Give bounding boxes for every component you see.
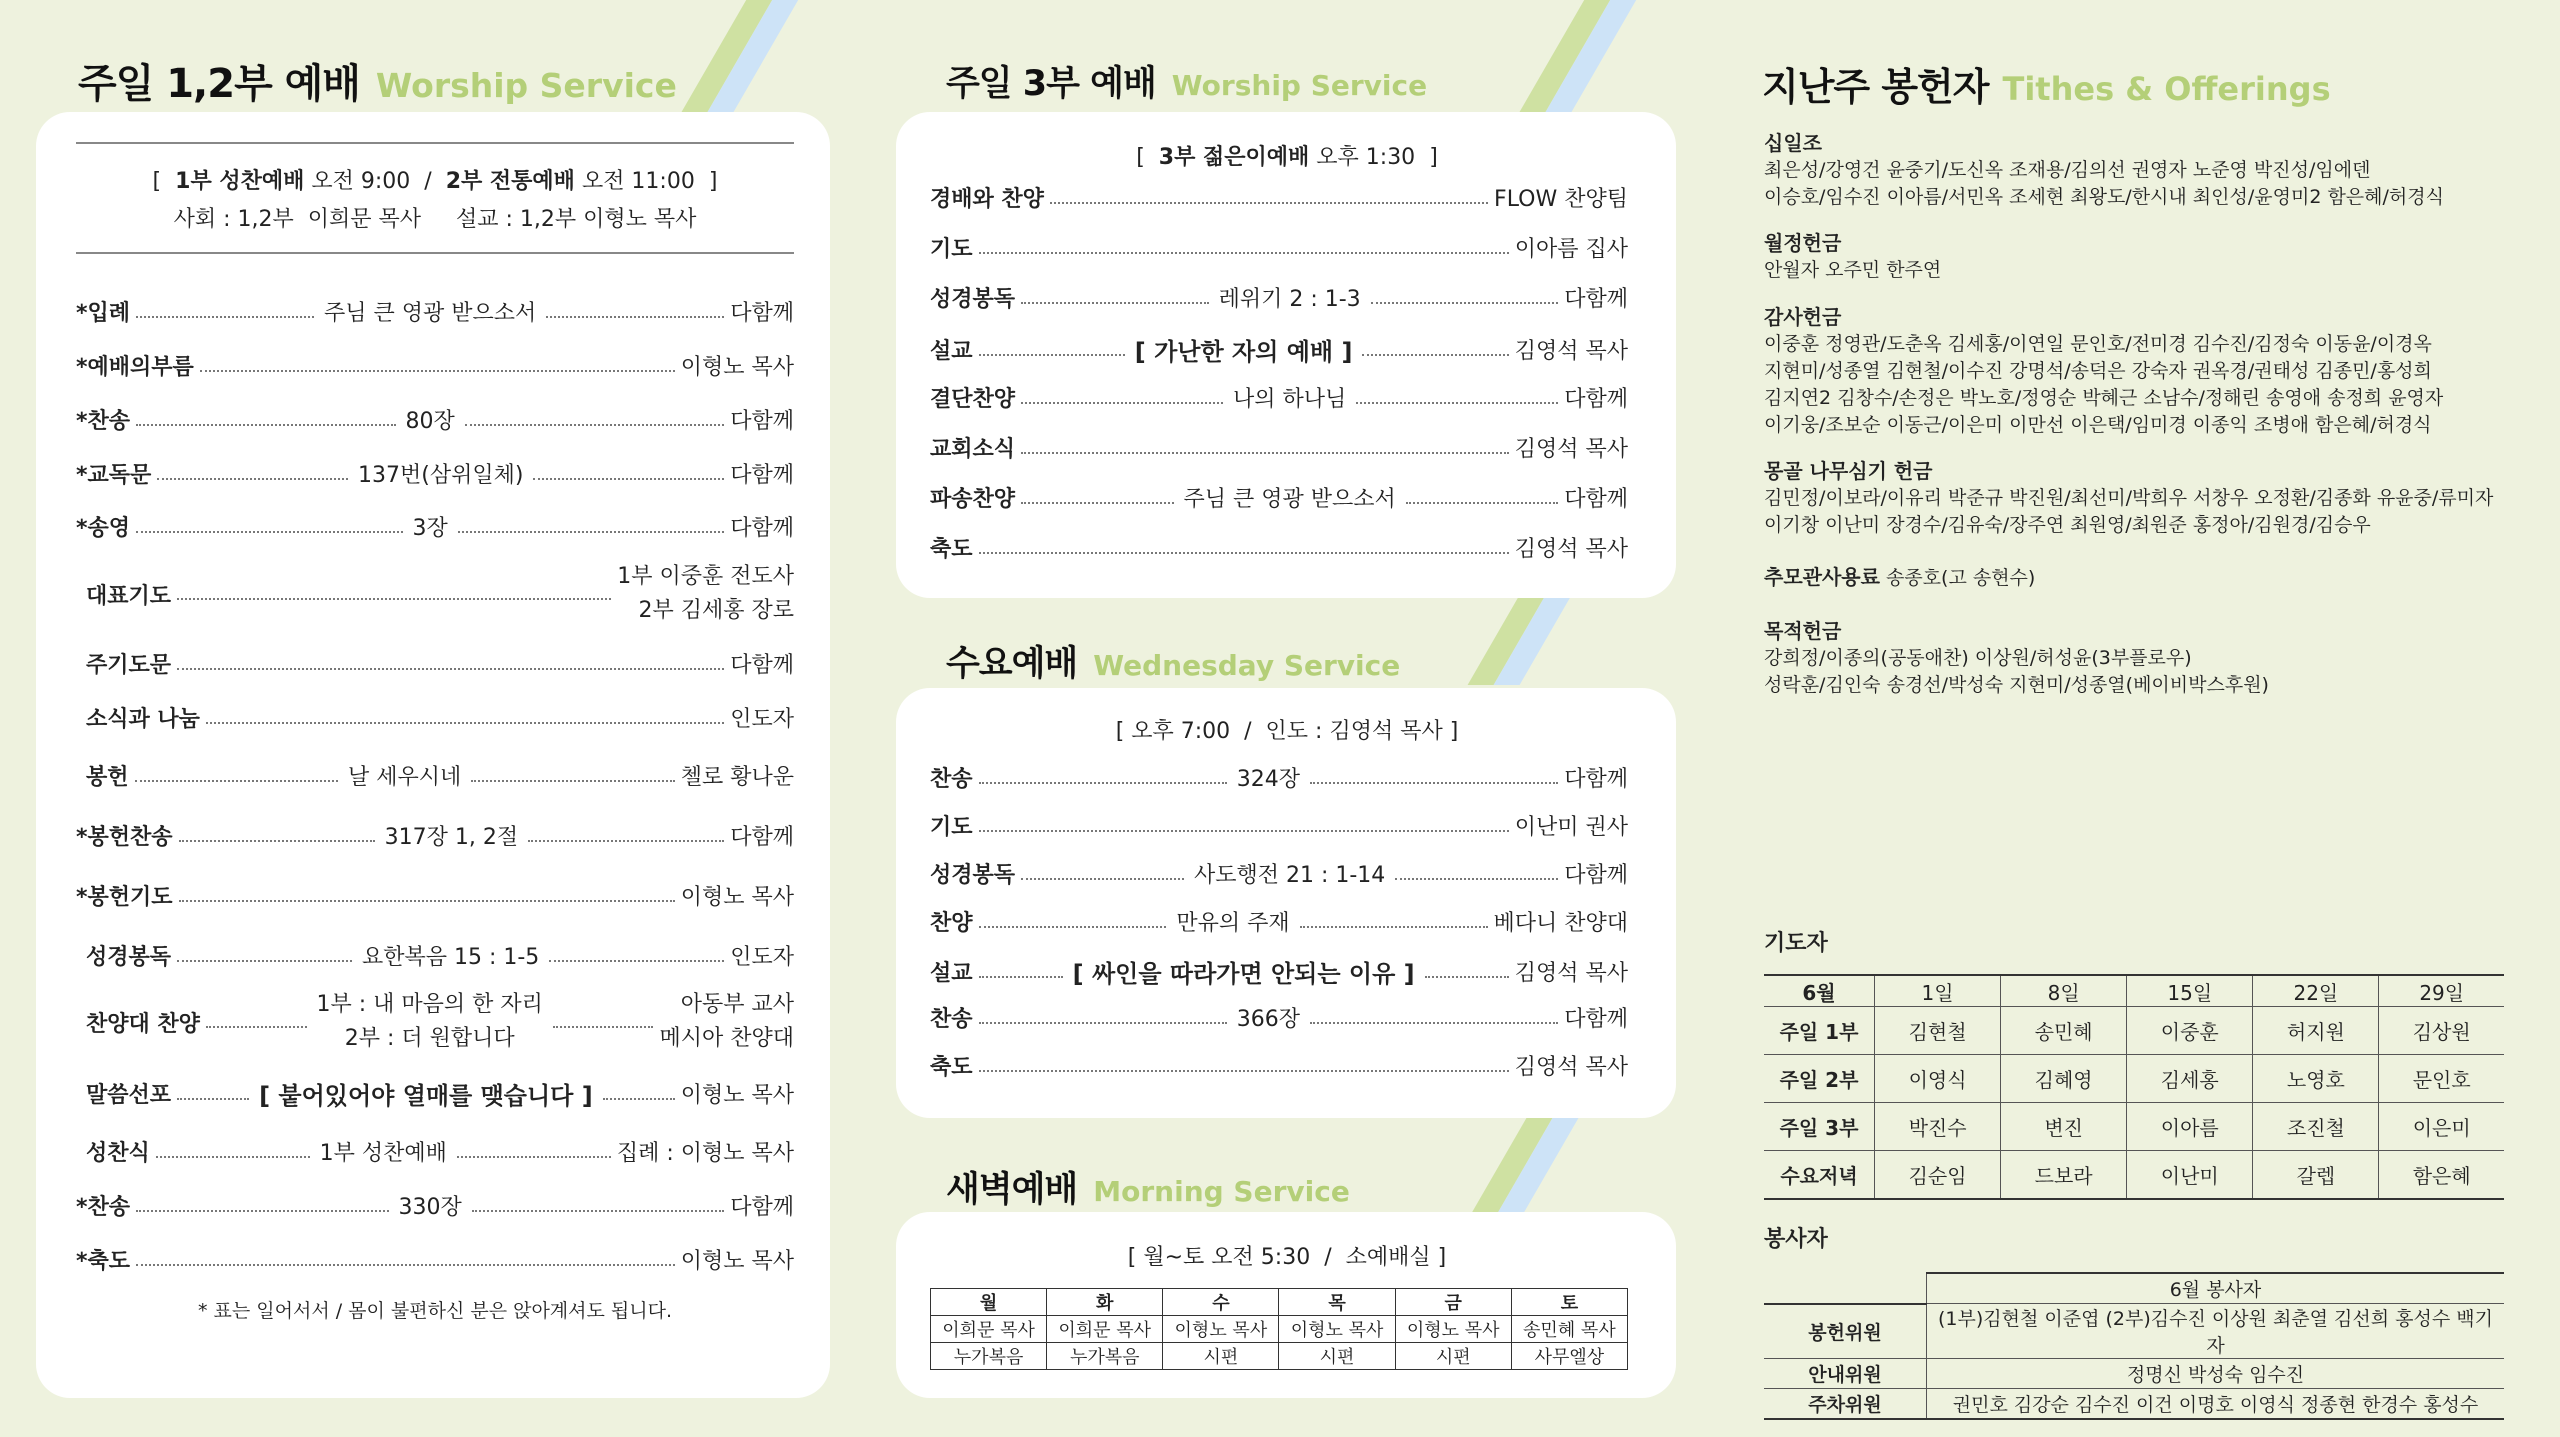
name-cell: 이아름: [2127, 1103, 2253, 1151]
texts-row: [931, 1343, 1628, 1370]
item-leader: 다함께: [1564, 767, 1628, 792]
order-item: [76, 1076, 794, 1111]
volunteers-header: 6월 봉사자: [1927, 1273, 2505, 1304]
date-cell: 1일: [1875, 975, 2001, 1007]
item-detail: 366장: [1236, 1007, 1300, 1032]
text-cell: 누가복음: [1047, 1343, 1163, 1370]
sunday12-leaders: 사회 : 1,2부 이희문 목사 설교 : 1,2부 이형노 목사: [173, 207, 697, 232]
item-label: 찬송: [930, 767, 973, 792]
order-item: [930, 232, 1628, 263]
service2-name: 2부 전통예배: [445, 169, 575, 194]
sermon-title: [ 싸인을 따라가면 안되는 이유 ]: [1072, 960, 1415, 988]
tithe-line: 최은성/강영건 윤중기/도신옥 조재용/김의선 권영자 노준영 박진성/임에덴: [1764, 159, 2371, 181]
name-cell: 김순임: [1875, 1151, 2001, 1200]
item-label: 찬송: [930, 1007, 973, 1032]
day-header: 수: [1163, 1289, 1279, 1316]
leader-cell: 이형노 목사: [1395, 1316, 1511, 1343]
order-item: [76, 1136, 794, 1167]
item-label: 찬양: [930, 911, 973, 936]
dawn-title-en: Morning Service: [1093, 1175, 1350, 1208]
order-item: [76, 404, 794, 435]
prayer-row: [1764, 1151, 2504, 1200]
item-leader: 다함께: [1564, 387, 1629, 412]
memorial-text: 송종호(고 송현수): [1885, 567, 2036, 589]
order-item: [930, 432, 1628, 463]
monthly-line: 안월자 오주민 한주연: [1764, 259, 1942, 281]
order-item: [930, 282, 1628, 313]
name-cell: 김현철: [1875, 1007, 2001, 1055]
item-leader: 다함께: [730, 516, 794, 541]
thanks-line: 이중훈 정영관/도춘옥 김세홍/이연일 문인호/전미경 김수진/김정숙 이동윤/이경옥: [1764, 333, 2432, 355]
item-leader: 다함께: [730, 825, 795, 850]
item-label: 성찬식: [86, 1141, 150, 1166]
order-item: [76, 511, 794, 542]
item-label: *찬송: [76, 409, 131, 434]
name-cell: 함은혜: [2412, 1164, 2471, 1188]
item-detail: 주님 큰 영광 받으소서: [324, 301, 537, 326]
names-cell: 권민호 김강순 김수진 이건 이명호 이영식 정종현 한경수 홍성수: [1927, 1389, 2505, 1420]
item-leader: 이난미 권사: [1514, 815, 1628, 840]
order-item: [930, 1002, 1628, 1033]
detail-line-1: 1부 : 내 마음의 한 자리: [316, 992, 543, 1017]
date-cell: 29일: [2379, 975, 2504, 1007]
service-cell: 주일 1부: [1764, 1007, 1875, 1055]
order-item: [930, 858, 1628, 889]
name-cell: 조진철: [2253, 1103, 2379, 1151]
order-item: [930, 1050, 1628, 1081]
service3-time: 오후 1:30: [1316, 145, 1416, 170]
days-row: [931, 1289, 1628, 1316]
item-label: *봉헌기도: [76, 885, 173, 910]
prayers-title: 기도자: [1764, 931, 1828, 956]
item-leader: 다함께: [730, 463, 795, 488]
tithe-line: 이승호/임수진 이아름/서민옥 조세현 최왕도/한시내 최인성/윤영미2 함은혜/허경식: [1764, 186, 2444, 208]
name-cell: 김세홍: [2127, 1055, 2253, 1103]
item-label: 주기도문: [86, 653, 172, 678]
leaders-row: [931, 1316, 1628, 1343]
purpose-heading: 목적헌금: [1764, 619, 1842, 643]
name-cell: 허지원: [2253, 1007, 2379, 1055]
name-cell: 드보라: [2001, 1151, 2127, 1200]
thanks-line: 김지연2 김창수/손정은 박노호/정영순 박혜근 소남수/정해린 송영애 송정희 윤영자: [1764, 387, 2444, 409]
tithe-block: [1764, 130, 2444, 211]
text-cell: 시편: [1279, 1343, 1395, 1370]
order-item: [76, 648, 794, 679]
item-leader: 김영석 목사: [1514, 339, 1628, 364]
item-label: *입례: [76, 301, 131, 326]
service1-name: 1부 성찬예배: [175, 169, 305, 194]
service2-time: 오전 11:00: [581, 169, 695, 194]
purpose-line: 성락훈/김인숙 송경선/박성숙 지현미/성종열(베이비박스후원): [1764, 674, 2269, 696]
sunday12-title-ko: 주일 1,2부 예배: [78, 61, 360, 107]
bracket-open: [: [152, 169, 162, 194]
text-cell: 사무엘상: [1511, 1343, 1627, 1370]
divider: [76, 142, 794, 144]
separator: /: [424, 169, 432, 194]
service-cell: 수요저녁: [1764, 1151, 1875, 1200]
item-label: 말씀선포: [86, 1083, 172, 1108]
leader-line-2: 메시아 찬양대: [659, 1026, 794, 1051]
day-header: 토: [1511, 1289, 1627, 1316]
prayer-row: [1764, 1007, 2504, 1055]
item-leader-multi: [659, 988, 794, 1056]
detail-line-2: 2부 : 더 원합니다: [344, 1026, 515, 1051]
item-label: 기도: [930, 815, 973, 840]
sunday12-title: [78, 52, 677, 109]
thanks-heading: 감사헌금: [1764, 305, 1842, 329]
item-leader: 이형노 목사: [680, 1249, 794, 1274]
item-leader: 이형노 목사: [680, 355, 794, 380]
name-cell: 문인호: [2379, 1055, 2504, 1103]
purpose-line: 강희정/이종의(공동애찬) 이상원/허성윤(3부플로우): [1764, 647, 2192, 669]
thanks-line: 이기웅/조보순 이동근/이은미 이만선 이은택/임미경 이종익 조병애 함은혜/허경식: [1764, 414, 2432, 436]
date-cell: 8일: [2001, 975, 2127, 1007]
volunteers-header-row: [1764, 1273, 2504, 1304]
item-leader: 김영석 목사: [1514, 1055, 1628, 1080]
monthly-block: [1764, 230, 1941, 284]
day-header: 화: [1047, 1289, 1163, 1316]
item-label: *찬송: [76, 1195, 131, 1220]
item-label: 대표기도: [86, 583, 172, 609]
text-cell: 누가복음: [931, 1343, 1047, 1370]
item-leader: 다함께: [1564, 1007, 1628, 1032]
item-leader: 다함께: [730, 1195, 794, 1220]
item-leader: 이형노 목사: [680, 885, 794, 910]
date-cell: 15일: [2127, 975, 2253, 1007]
name-cell: 김상원: [2379, 1007, 2504, 1055]
item-label: 결단찬양: [930, 387, 1016, 412]
order-item: [76, 702, 794, 733]
order-item: [76, 296, 794, 327]
item-label: 찬양대 찬양: [86, 1011, 200, 1037]
name-cell: 김혜영: [2001, 1055, 2127, 1103]
item-leader: 집례 : 이형노 목사: [616, 1141, 794, 1166]
names-cell: (1부)김현철 이준엽 (2부)김수진 이상원 최춘열 김선희 홍성수 백기자: [1927, 1304, 2505, 1359]
name-cell: 노영호: [2253, 1055, 2379, 1103]
item-detail: 330장: [398, 1195, 462, 1220]
item-detail: 나의 하나님: [1233, 387, 1347, 412]
item-label: *봉헌찬송: [76, 825, 173, 850]
item-detail: 3장: [412, 516, 448, 541]
leader-line-2: 2부 김세홍 장로: [638, 598, 794, 623]
purpose-block: [1764, 618, 2269, 699]
item-leader: 김영석 목사: [1514, 537, 1628, 562]
sunday12-service-times: [76, 164, 794, 195]
service-cell: 주일 2부: [1764, 1055, 1875, 1103]
item-detail: 주님 큰 영광 받으소서: [1183, 487, 1396, 512]
role-cell: 안내위원: [1764, 1359, 1927, 1389]
item-leader: 다함께: [1564, 287, 1629, 312]
offerings-title-en: Tithes & Offerings: [2002, 70, 2331, 108]
order-item: [930, 482, 1628, 513]
order-item: [76, 1244, 794, 1275]
divider: [76, 252, 794, 254]
wednesday-title: [946, 636, 1400, 686]
volunteer-row: [1764, 1359, 2504, 1389]
item-label: 성경봉독: [930, 287, 1016, 312]
item-label: 경배와 찬양: [930, 187, 1044, 212]
item-leader: FLOW 찬양팀: [1494, 187, 1628, 212]
item-leader-multi: [617, 560, 794, 628]
item-label: 소식과 나눔: [86, 707, 200, 732]
order-item: [76, 940, 794, 971]
item-leader: 김영석 목사: [1514, 961, 1628, 986]
item-label: 축도: [930, 537, 973, 562]
leader-cell: 이형노 목사: [1163, 1316, 1279, 1343]
dawn-title: [946, 1162, 1350, 1212]
leader-cell: 이희문 목사: [1047, 1316, 1163, 1343]
leader-cell: 이희문 목사: [931, 1316, 1047, 1343]
item-label: 설교: [930, 961, 973, 986]
item-leader: 이아름 집사: [1514, 237, 1628, 262]
service1-time: 오전 9:00: [311, 169, 411, 194]
bracket-close: ]: [1429, 145, 1438, 170]
order-item: [76, 760, 794, 791]
item-detail-multi: [313, 988, 547, 1056]
offerings-title: [1762, 56, 2331, 111]
item-label: 성경봉독: [930, 863, 1016, 888]
dawn-schedule-table: [930, 1288, 1628, 1370]
volunteers-title: 봉사자: [1764, 1227, 1828, 1252]
wednesday-title-en: Wednesday Service: [1093, 649, 1401, 682]
item-detail: 80장: [405, 409, 455, 434]
standing-note: * 표는 일어서서 / 몸이 불편하신 분은 앉아계셔도 됩니다.: [197, 1300, 673, 1322]
name-cell: 이난미: [2127, 1151, 2253, 1200]
sunday3-title-ko: 주일 3부 예배: [946, 64, 1156, 104]
item-detail: 1부 성찬예배: [319, 1141, 447, 1166]
item-label: 기도: [930, 237, 973, 262]
item-label: 축도: [930, 1055, 973, 1080]
item-leader: 베다니 찬양대: [1493, 911, 1629, 936]
order-item: [76, 458, 794, 489]
order-item: [930, 532, 1628, 563]
item-leader: 다함께: [730, 301, 794, 326]
item-leader: 다함께: [1564, 487, 1628, 512]
item-leader: 다함께: [1564, 863, 1629, 888]
item-leader: 인도자: [730, 945, 795, 970]
service3-name: 3부 젊은이예배: [1158, 145, 1310, 170]
leader-line-1: 1부 이중훈 전도사: [617, 564, 794, 589]
wednesday-header: [ 오후 7:00 / 인도 : 김영석 목사 ]: [1115, 719, 1459, 744]
bracket-open: [: [1136, 145, 1145, 170]
order-item: [930, 382, 1628, 413]
thanks-block: [1764, 304, 2443, 439]
role-cell: 봉헌위원: [1764, 1304, 1927, 1359]
volunteers-table: [1764, 1272, 2504, 1420]
order-item: [930, 954, 1628, 989]
item-label: 파송찬양: [930, 487, 1016, 512]
item-label: *송영: [76, 516, 131, 541]
text-cell: 시편: [1395, 1343, 1511, 1370]
dawn-title-ko: 새벽예배: [946, 1170, 1078, 1210]
tree-heading: 몽골 나무심기 헌금: [1764, 459, 1933, 483]
item-detail: 날 세우시네: [348, 765, 462, 790]
name-cell: 박진수: [1875, 1103, 2001, 1151]
order-item: [76, 1190, 794, 1221]
sunday3-title-en: Worship Service: [1171, 69, 1428, 102]
name-cell: 이은미: [2379, 1103, 2504, 1151]
dawn-header: [ 월~토 오전 5:30 / 소예배실 ]: [1127, 1245, 1447, 1270]
item-leader: 인도자: [730, 707, 794, 732]
empty-cell: [1764, 1273, 1927, 1304]
order-item: [76, 820, 794, 851]
item-label: 봉헌: [86, 765, 129, 790]
item-label: 교회소식: [930, 437, 1016, 462]
item-detail: 317장 1, 2절: [384, 825, 519, 850]
order-item: [930, 182, 1628, 213]
item-label: *교독문: [76, 463, 152, 488]
order-item: [76, 880, 794, 911]
month-cell: 6월: [1764, 975, 1875, 1007]
memorial-heading: 추모관사용료: [1764, 565, 1880, 589]
item-leader: 다함께: [730, 409, 794, 434]
order-item: [76, 350, 794, 381]
item-detail: 사도행전 21 : 1-14: [1193, 863, 1386, 888]
date-cell: 22일: [2253, 975, 2379, 1007]
sunday3-header: [930, 140, 1644, 171]
dates-row: [1764, 975, 2504, 1007]
sermon-title: [ 가난한 자의 예배 ]: [1134, 338, 1353, 366]
item-detail: 324장: [1236, 767, 1300, 792]
day-header: 월: [931, 1289, 1047, 1316]
order-item: [930, 762, 1628, 793]
item-detail: 레위기 2 : 1-3: [1218, 287, 1361, 312]
thanks-line: 지현미/성종열 김현철/이수진 강명석/송덕은 강숙자 권옥경/권태성 김종민/홍성희: [1764, 360, 2432, 382]
order-item: [930, 810, 1628, 841]
order-item: [930, 332, 1628, 367]
order-item: [930, 906, 1628, 937]
prayer-row: [1764, 1103, 2504, 1151]
item-label: 설교: [930, 339, 973, 364]
tree-line: 이기창 이난미 장경수/김유숙/장주연 최원영/최원준 홍정아/김원경/김승우: [1764, 514, 2371, 536]
memorial-block: [1764, 564, 2035, 592]
sunday12-title-en: Worship Service: [375, 66, 677, 105]
text-cell: 시편: [1163, 1343, 1279, 1370]
leader-cell: 이형노 목사: [1279, 1316, 1395, 1343]
volunteer-row: [1764, 1389, 2504, 1420]
item-label: *예배의부름: [76, 355, 194, 380]
item-detail: 137번(삼위일체): [358, 463, 524, 488]
name-cell: 이영식: [1875, 1055, 2001, 1103]
role-cell: 주차위원: [1764, 1389, 1927, 1420]
item-label: 성경봉독: [86, 945, 172, 970]
day-header: 금: [1395, 1289, 1511, 1316]
wednesday-title-ko: 수요예배: [946, 644, 1078, 684]
item-leader: 이형노 목사: [680, 1083, 795, 1108]
tree-line: 김민정/이보라/이유리 박준규 박진원/최선미/박희우 서창우 오정환/김종화 유윤중/류미자: [1764, 487, 2494, 509]
sunday3-title: [946, 56, 1427, 106]
sermon-title: [ 붙어있어야 열매를 맺습니다 ]: [259, 1082, 593, 1110]
item-leader: 김영석 목사: [1514, 437, 1628, 462]
prayer-row: [1764, 1055, 2504, 1103]
name-cell: 이중훈: [2127, 1007, 2253, 1055]
prayers-table: [1764, 974, 2504, 1200]
offerings-title-ko: 지난주 봉헌자: [1762, 65, 1989, 109]
monthly-heading: 월정헌금: [1764, 231, 1842, 255]
item-detail: 요한복음 15 : 1-5: [361, 945, 540, 970]
item-detail: 만유의 주재: [1176, 911, 1290, 936]
leader-cell: 송민혜 목사: [1511, 1316, 1627, 1343]
day-header: 목: [1279, 1289, 1395, 1316]
name-cell: 갈렙: [2253, 1151, 2379, 1200]
order-item: [76, 988, 794, 1056]
name-cell: 변진: [2001, 1103, 2127, 1151]
tree-block: [1764, 458, 2493, 539]
bracket-close: ]: [708, 169, 718, 194]
item-label: *축도: [76, 1249, 131, 1274]
tithe-heading: 십일조: [1764, 131, 1822, 155]
item-leader: 첼로 황나운: [680, 765, 795, 790]
name-cell: 송민혜: [2001, 1007, 2127, 1055]
leader-line-1: 아동부 교사: [680, 992, 794, 1017]
item-leader: 다함께: [730, 653, 794, 678]
names-cell: 정명신 박성숙 임수진: [1927, 1359, 2505, 1389]
order-item: [76, 560, 794, 628]
volunteer-row: [1764, 1304, 2504, 1359]
service-cell: 주일 3부: [1764, 1103, 1875, 1151]
